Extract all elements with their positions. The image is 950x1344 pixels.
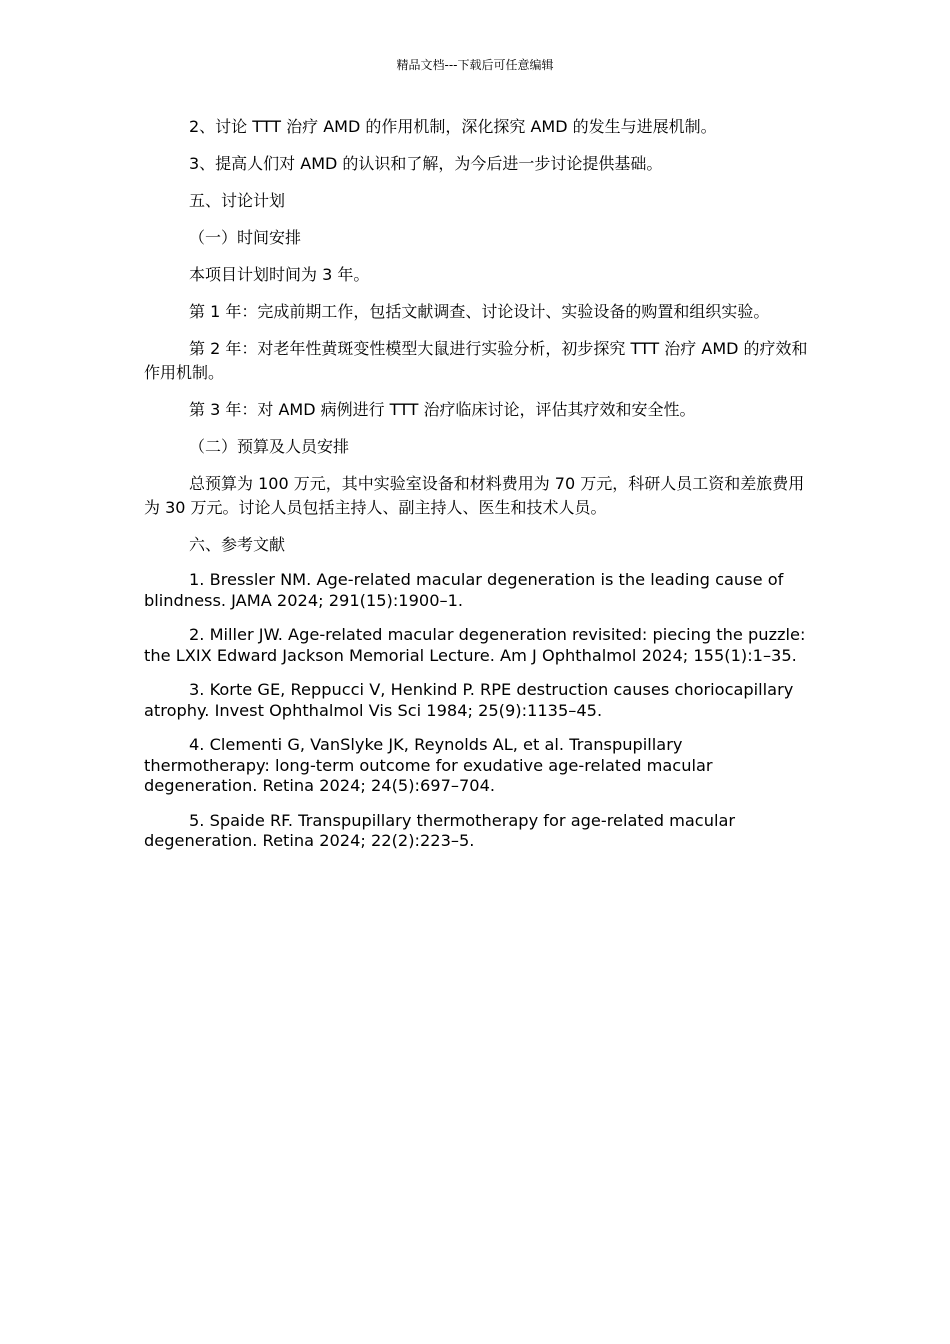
- schedule-year-1: 第 1 年：完成前期工作，包括文献调查、讨论设计、实验设备的购置和组织实验。: [189, 302, 770, 321]
- schedule-year-3: 第 3 年：对 AMD 病例进行 TTT 治疗临床讨论，评估其疗效和安全性。: [189, 400, 696, 419]
- reference-item: 1. Bressler NM. Age-related macular degeneration is the leading cause of blindness. JAMA 2024; 291(15):1900–1.: [144, 570, 784, 610]
- reference-item: 4. Clementi G, VanSlyke JK, Reynolds AL, et al. Transpupillary thermotherapy: long-term outcome for exudative age-related macular degeneration. Retina 2024; 24(5):697–704.: [144, 735, 713, 795]
- reference-item: 5. Spaide RF. Transpupillary thermotherapy for age-related macular degeneration. Retina 2024; 22(2):223–5.: [144, 810, 736, 850]
- subsection-heading-budget: （二）预算及人员安排: [189, 437, 350, 456]
- subsection-heading-schedule: （一）时间安排: [189, 228, 302, 247]
- reference-list: [144, 570, 808, 852]
- reference-item: 2. Miller JW. Age-related macular degeneration revisited: piecing the puzzle: the LXIX Edward Jackson Memorial Lecture. Am J Ophthalmol 2024; 155(1):1–35.: [144, 625, 806, 665]
- section-heading-plan: 五、讨论计划: [189, 191, 286, 210]
- schedule-year-2: 第 2 年：对老年性黄斑变性模型大鼠进行实验分析，初步探究 TTT 治疗 AMD 的疗效和作用机制。: [144, 339, 808, 382]
- section-heading-references: 六、参考文献: [189, 535, 286, 554]
- document-body: [144, 115, 808, 866]
- objective-item-2: 2、讨论 TTT 治疗 AMD 的作用机制，深化探究 AMD 的发生与进展机制。: [189, 117, 717, 136]
- budget-paragraph: 总预算为 100 万元，其中实验室设备和材料费用为 70 万元，科研人员工资和差旅费用为 30 万元。讨论人员包括主持人、副主持人、医生和技术人员。: [144, 474, 805, 517]
- objective-item-3: 3、提高人们对 AMD 的认识和了解，为今后进一步讨论提供基础。: [189, 154, 663, 173]
- reference-item: 3. Korte GE, Reppucci V, Henkind P. RPE destruction causes choriocapillary atrophy. Invest Ophthalmol Vis Sci 1984; 25(9):1135–45.: [144, 680, 794, 720]
- schedule-duration: 本项目计划时间为 3 年。: [189, 265, 370, 284]
- page-header: 精品文档---下载后可任意编辑: [396, 58, 554, 72]
